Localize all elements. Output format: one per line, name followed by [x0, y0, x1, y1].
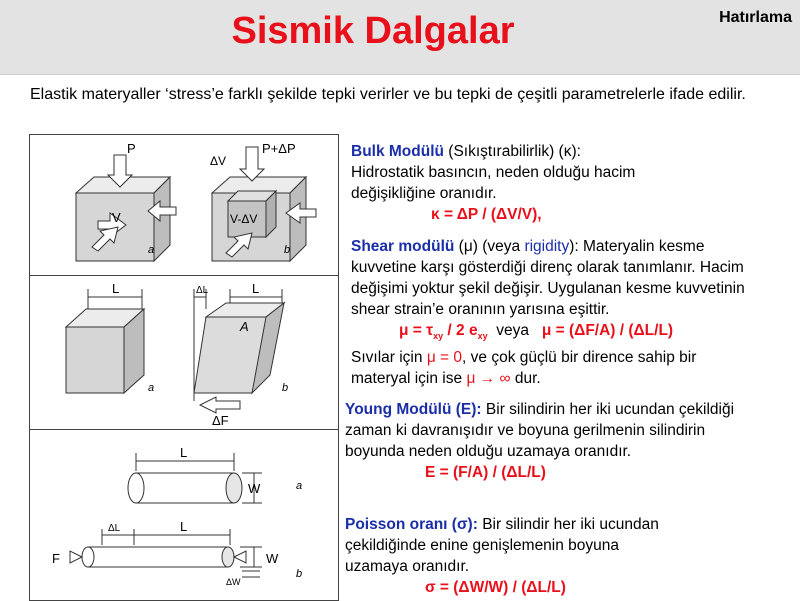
poisson-formula: σ = (ΔW/W) / (ΔL/L) [425, 579, 566, 596]
shear-rigidity: rigidity [524, 238, 570, 255]
bulk-diagram [30, 135, 338, 275]
label-p-dp: P+ΔP [262, 141, 296, 156]
bulk-figure-panel [30, 135, 338, 276]
shear-force-arrow [200, 397, 240, 413]
young-desc: Bir silindirin her iki ucundan çekildiği zaman ki davranışıdır ve boyuna gerilmenin silindirin boyunda neden olduğu uzamaya oranıdır. [345, 401, 735, 460]
shear-section [351, 236, 751, 389]
shear-text3b: , ve çok güçlü bir dirence sahip bir materyal için ise [351, 349, 697, 388]
label-l2: L [252, 281, 260, 296]
intro-text: Elastik materyaller ‘stress’e farklı şekilde tepki verirler ve bu tepki de çeşitli parametrelerle ifade edilir. [30, 86, 746, 103]
bulk-desc2: Hidrostatik basıncın, neden olduğu hacim değişikliğine oranıdır. [351, 164, 636, 202]
pressure-arrow-top-b [240, 147, 264, 181]
shear-figure-panel [30, 275, 338, 430]
cylinder-figure-panel [30, 429, 338, 600]
label-a: a [148, 244, 155, 256]
label-w1: W [248, 481, 261, 496]
cylinder-diagram [30, 429, 338, 600]
label-b3: b [296, 568, 303, 580]
elastic-moduli-figure [29, 134, 339, 601]
bulk-name: Bulk Modülü [351, 143, 444, 160]
shear-name: Shear modülü [351, 238, 455, 255]
young-section [345, 399, 745, 483]
label-v: V [112, 210, 121, 225]
recall-tag: Hatırlama [719, 9, 792, 26]
poisson-name: Poisson oranı (σ): [345, 516, 478, 533]
shear-text1: (μ) (veya [454, 238, 525, 255]
shear-text3a: Sıvılar için [351, 349, 427, 367]
label-dw: ΔW [226, 577, 241, 587]
page-title: Sismik Dalgalar [231, 10, 515, 52]
poisson-desc: Bir silindir her iki ucundan çekildiğinde enine genişlemenin boyuna uzamaya oranıdır. [345, 516, 659, 575]
bulk-formula: κ = ΔP / (ΔV/V), [431, 206, 542, 223]
shear-text2: ): Materyalin kesme kuvvetine karşı gösterdiği direnç olarak tanımlanır. Hacim değişimi yoktur şekil değişir. Uygulanan kesme kuvvetinin shear strain’e oranının yarısına eşittir. [351, 238, 745, 318]
label-dl3: ΔL [108, 523, 121, 534]
label-p: P [127, 141, 136, 156]
label-l3: L [180, 445, 188, 460]
shear-formula1: $\mu = \tau_{xy} / 2$ $e_{xy}$ [399, 322, 488, 342]
bulk-desc1: (Sıkıştırabilirlik) (κ): [444, 143, 581, 160]
label-l1: L [112, 281, 120, 296]
shear-mu0: μ = 0 [426, 349, 463, 367]
young-formula: E = (F/A) / (ΔL/L) [425, 464, 546, 481]
label-v-dv: V-ΔV [230, 212, 258, 226]
shear-veya: veya [496, 322, 529, 339]
label-dl: ΔL [196, 285, 209, 296]
label-a3: a [296, 480, 303, 492]
shear-diagram [30, 275, 338, 429]
label-b: b [284, 244, 291, 256]
poisson-section [345, 514, 685, 598]
header-bar [0, 0, 800, 75]
bulk-section [351, 141, 751, 225]
label-dv: ΔV [210, 154, 227, 168]
label-f: F [52, 551, 60, 566]
label-b2: b [282, 382, 289, 394]
label-a2: a [148, 382, 155, 394]
label-df: ΔF [212, 413, 229, 428]
label-w2: W [266, 551, 279, 566]
label-area-a: A [240, 319, 249, 334]
shear-formula2: μ = (ΔF/A) / (ΔL/L) [541, 322, 674, 339]
shear-text3c: dur. [510, 370, 541, 388]
young-name: Young Modülü (E): [345, 401, 482, 418]
label-l4: L [180, 519, 188, 534]
shear-muinf: μ → ∞ [466, 370, 511, 388]
